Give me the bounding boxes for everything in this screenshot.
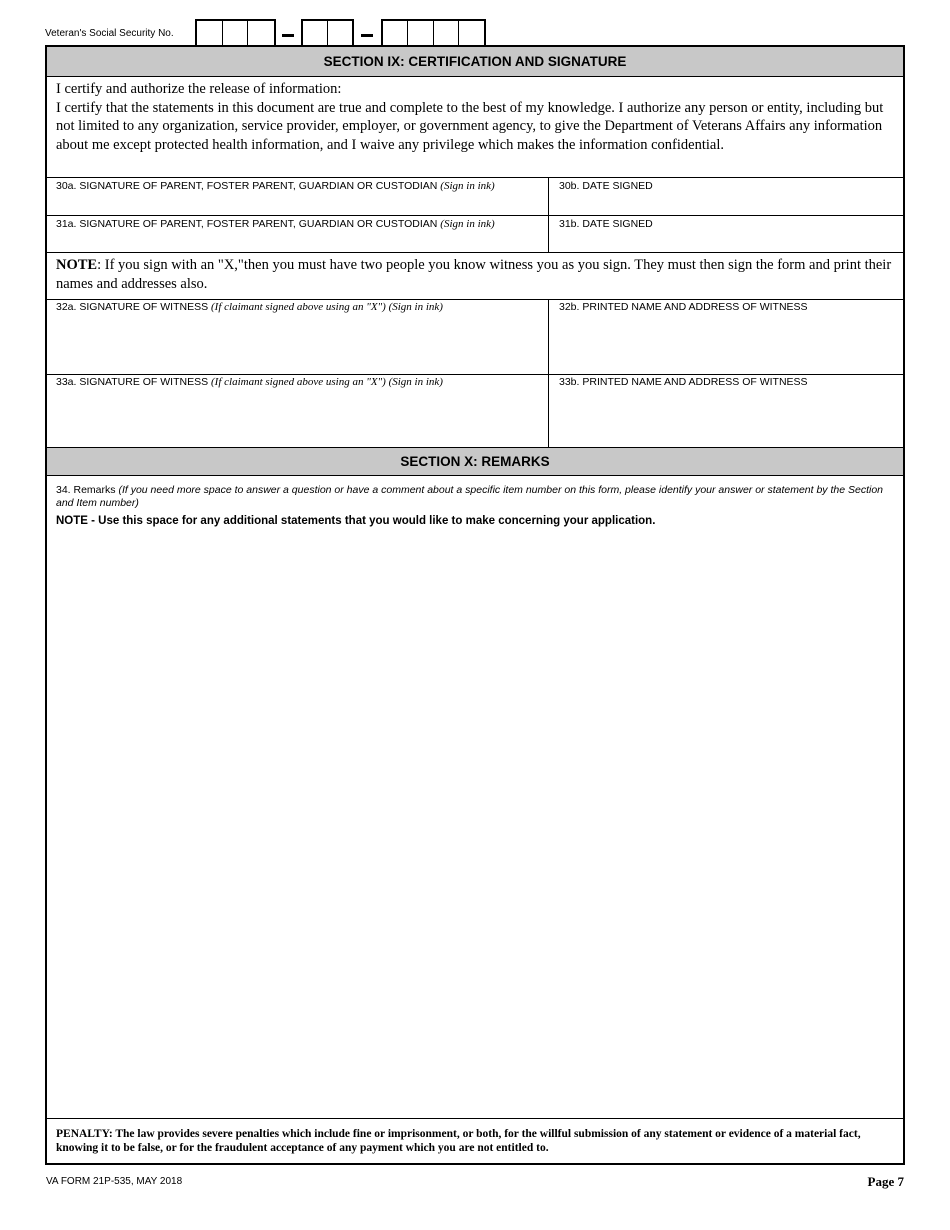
item30b-label: 30b. DATE SIGNED (559, 180, 653, 192)
form-page (45, 45, 905, 1165)
cert-heading: I certify and authorize the release of information: (56, 81, 342, 97)
item31b-label: 31b. DATE SIGNED (559, 218, 653, 230)
item32b-label: 32b. PRINTED NAME AND ADDRESS OF WITNESS (559, 301, 808, 313)
ssn-part1-input[interactable] (195, 19, 276, 45)
penalty-statement: PENALTY: The law provides severe penalties which include fine or imprisonment, or both, for the willful submission of any statement or evidence of a material fact, knowing it to be false, or for the fraudulent acceptance of any payment which you are not entitled to. (56, 1128, 861, 1154)
item31a-label: 31a. SIGNATURE OF PARENT, FOSTER PARENT, GUARDIAN OR CUSTODIAN (Sign in ink) (56, 218, 495, 230)
remarks-note: NOTE - Use this space for any additional statements that you would like to make concerning your application. (56, 515, 656, 527)
witness-note: NOTE: If you sign with an "X,"then you must have two people you know witness you as you sign. They must then sign the form and print their names and addresses also. (56, 257, 892, 292)
cert-text: I certify that the statements in this document are true and complete to the best of my knowledge. I authorize any person or entity, including but not limited to any organization, service provider, employer, or government agency, to give the Department of Veterans Affairs any information about me except protected health information, and I waive any privilege which makes the information confidential. (56, 99, 884, 153)
certification-statement (56, 80, 896, 154)
ssn-part2-input[interactable] (301, 19, 354, 45)
signature-30a-field[interactable] (47, 194, 547, 214)
item33b-label: 33b. PRINTED NAME AND ADDRESS OF WITNESS (559, 376, 808, 388)
item34-label: 34. Remarks (If you need more space to answer a question or have a comment about a specific item number on this form, please identify your answer or statement by the Section and Item number) (56, 484, 884, 509)
witness-name-address-32b-field[interactable] (549, 315, 901, 373)
section9-header: SECTION IX: CERTIFICATION AND SIGNATURE (47, 47, 903, 77)
witness-name-address-33b-field[interactable] (549, 390, 901, 446)
witness-signature-32a-field[interactable] (47, 315, 547, 373)
remarks-textarea[interactable] (49, 531, 901, 1115)
signature-31a-field[interactable] (47, 232, 547, 251)
ssn-part3-input[interactable] (381, 19, 486, 45)
ssn-label: Veteran's Social Security No. (45, 28, 174, 39)
item30a-label: 30a. SIGNATURE OF PARENT, FOSTER PARENT, GUARDIAN OR CUSTODIAN (Sign in ink) (56, 180, 495, 192)
ssn-dash (282, 34, 294, 37)
witness-signature-33a-field[interactable] (47, 390, 547, 446)
ssn-dash (361, 34, 373, 37)
form-id: VA FORM 21P-535, MAY 2018 (46, 1176, 183, 1187)
date-signed-31b-field[interactable] (549, 232, 901, 251)
item33a-label: 33a. SIGNATURE OF WITNESS (If claimant signed above using an "X") (Sign in ink) (56, 376, 443, 388)
ssn-row (45, 18, 525, 46)
page-number: Page 7 (867, 1174, 904, 1189)
date-signed-30b-field[interactable] (549, 194, 901, 214)
section10-header: SECTION X: REMARKS (47, 448, 903, 476)
item32a-label: 32a. SIGNATURE OF WITNESS (If claimant signed above using an "X") (Sign in ink) (56, 301, 443, 313)
